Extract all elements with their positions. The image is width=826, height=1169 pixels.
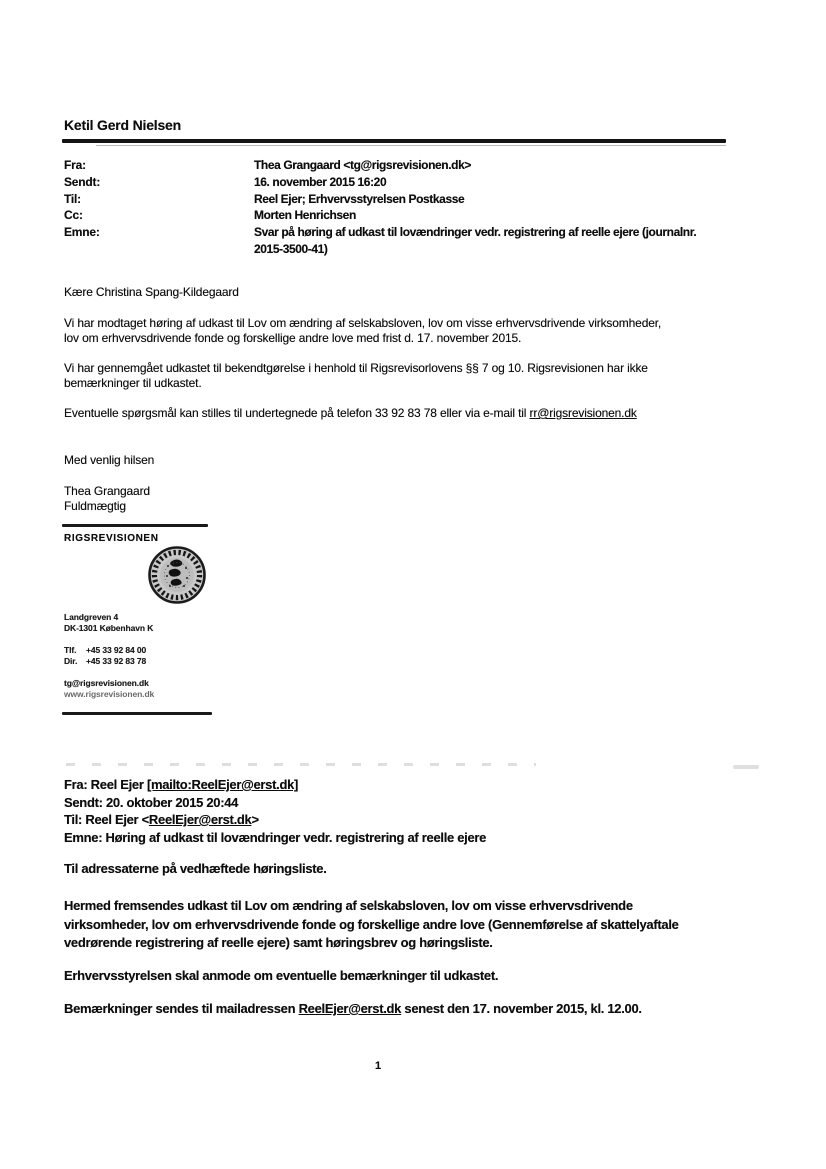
phone-value: +45 33 92 84 00 <box>86 645 147 655</box>
quoted-to-post: > <box>251 812 259 827</box>
quoted-subject-row <box>64 829 486 847</box>
scan-artifact <box>733 765 759 769</box>
cc-label: Cc: <box>64 208 83 223</box>
paragraph-3-text: Eventuelle spørgsmål kan stilles til undertegnede på telefon 33 92 83 78 eller via e-mail til <box>64 406 530 420</box>
quoted-paragraph-3-post: senest den 17. november 2015, kl. 12.00. <box>401 1001 642 1016</box>
quoted-to-link[interactable]: ReelEjer@erst.dk <box>148 812 252 827</box>
quoted-sent-label: Sendt: <box>64 794 103 810</box>
direct-value: +45 33 92 83 78 <box>86 655 147 666</box>
quoted-from-pre: Reel Ejer <box>87 777 147 792</box>
header-rule-echo <box>96 145 726 146</box>
subject-label: Emne: <box>64 225 100 240</box>
paragraph-1 <box>64 316 661 346</box>
sent-value: 16. november 2015 16:20 <box>254 174 387 189</box>
org-email: tg@rigsrevisionen.dk <box>64 678 149 688</box>
quoted-to-pre: Reel Ejer < <box>82 812 149 827</box>
header-row-sent <box>64 174 764 191</box>
header-row-subject <box>64 224 764 258</box>
subject-value <box>254 224 696 258</box>
paragraph-1-line-1: Vi har modtaget høring af udkast til Lov om ændring af selskabsloven, lov om visse erhvervsdrivende virksomheder, <box>64 316 662 330</box>
header-row-from <box>64 157 764 174</box>
scan-artifact <box>66 763 536 766</box>
sender-name: Thea Grangaard <box>64 484 150 498</box>
from-value: Thea Grangaard <tg@rigsrevisionen.dk> <box>254 158 471 172</box>
org-address <box>64 612 153 633</box>
org-phones <box>64 645 146 666</box>
header-rule <box>62 139 726 143</box>
quoted-paragraph-1-line-3: vedrørende registrering af reelle ejere) samt høringsbrev og høringsliste. <box>64 935 493 951</box>
reelejer-email-link[interactable]: ReelEjer@erst.dk <box>298 1001 402 1016</box>
quoted-paragraph-1-line-2: virksomheder, lov om erhvervsdrivende fonde og forskellige andre love (Gennemførelse af skattelyaftale <box>64 916 679 932</box>
phone-label: Tlf. <box>64 645 77 655</box>
quoted-paragraph-1 <box>64 897 679 953</box>
quoted-paragraph-2: Erhvervsstyrelsen skal anmode om eventuelle bemærkninger til udkastet. <box>64 968 499 983</box>
quoted-email-header-block <box>64 776 486 846</box>
page-number: 1 <box>375 1060 382 1072</box>
paragraph-2 <box>64 361 648 391</box>
quoted-paragraph-1-line-1: Hermed fremsendes udkast til Lov om ændring af selskabsloven, lov om visse erhvervsdrivende <box>64 898 633 913</box>
org-logo-text: RIGSREVISIONEN <box>64 533 159 544</box>
quoted-paragraph-0: Til adressaterne på vedhæftede høringsliste. <box>64 861 327 876</box>
direct-label: Dir. <box>64 655 78 666</box>
quoted-mailto-link[interactable]: [mailto:ReelEjer@erst.dk] <box>146 777 299 792</box>
org-direct-row <box>64 656 146 667</box>
sender-title: Fuldmægtig <box>64 498 126 513</box>
header-row-cc <box>64 207 764 224</box>
quoted-to-row <box>64 811 486 829</box>
header-row-to <box>64 191 764 208</box>
cc-value: Morten Henrichsen <box>254 208 356 223</box>
page-title: Ketil Gerd Nielsen <box>64 117 181 133</box>
paragraph-1-line-2: lov om erhvervsdrivende fonde og forskellige andre love med frist d. 17. november 2015. <box>64 331 522 345</box>
signature-block <box>64 484 150 513</box>
signature-rule-bottom <box>62 712 212 715</box>
sent-label: Sendt: <box>64 174 101 189</box>
quoted-subject-value: Høring af udkast til lovændringer vedr. registrering af reelle ejere <box>102 829 487 845</box>
quoted-paragraph-3 <box>64 1001 642 1016</box>
greeting-line: Kære Christina Spang-Kildegaard <box>64 285 239 299</box>
rigsrevisionen-seal-icon <box>147 545 207 605</box>
org-address-line2: DK-1301 København K <box>64 622 154 633</box>
to-label: Til: <box>64 191 81 206</box>
quoted-subject-label: Emne: <box>64 829 103 845</box>
quoted-sent-row <box>64 794 486 812</box>
quoted-to-label: Til: <box>64 812 83 827</box>
org-address-line1: Landgreven 4 <box>64 612 119 622</box>
rr-email-link[interactable]: rr@rigsrevisionen.dk <box>529 406 637 420</box>
org-phone-row <box>64 645 146 656</box>
signature-rule-top <box>62 524 208 527</box>
from-label: Fra: <box>64 158 86 172</box>
quoted-from-label: Fra: <box>64 777 88 792</box>
subject-value-line2: 2015-3500-41) <box>254 241 328 256</box>
org-contact <box>64 678 154 699</box>
paragraph-2-line-1: Vi har gennemgået udkastet til bekendtgørelse i henhold til Rigsrevisorlovens §§ 7 og 10. Rigsrevisionen har ikke <box>64 361 648 375</box>
to-value: Reel Ejer; Erhvervsstyrelsen Postkasse <box>254 191 465 206</box>
org-website: www.rigsrevisionen.dk <box>64 688 155 699</box>
quoted-from-row <box>64 776 486 794</box>
subject-value-line1: Svar på høring af udkast til lovændringer vedr. registrering af reelle ejere (journalnr. <box>254 225 697 240</box>
quoted-paragraph-3-pre: Bemærkninger sendes til mailadressen <box>64 1001 299 1016</box>
paragraph-3 <box>64 406 637 420</box>
email-header-block <box>64 157 764 258</box>
paragraph-2-line-2: bemærkninger til udkastet. <box>64 376 202 390</box>
closing-line: Med venlig hilsen <box>64 453 155 467</box>
quoted-sent-value: 20. oktober 2015 20:44 <box>102 794 239 810</box>
